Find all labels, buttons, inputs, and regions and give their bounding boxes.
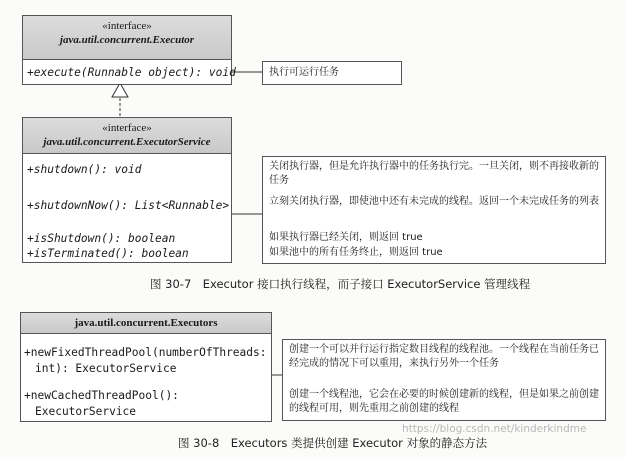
executors-header (21, 313, 271, 334)
executor-service-notes (262, 156, 606, 264)
method-is-terminated: +isTerminated(): boolean (27, 247, 189, 260)
executors-class-box (20, 312, 272, 422)
executor-service-stereotype: «interface» (102, 122, 152, 134)
note-shutdown-now: 立刻关闭执行器，即使池中还有未完成的线程。返回一个未完成任务的列表 (269, 196, 599, 207)
inheritance-arrowhead (112, 83, 128, 97)
executor-service-header (23, 118, 231, 154)
note-shutdown: 关闭执行器，但是允许执行器中的任务执行完。一旦关闭，则不再接收新的任务 (269, 161, 599, 186)
executors-name: java.util.concurrent.Executors (74, 317, 218, 329)
executor-stereotype: «interface» (102, 20, 152, 32)
method-is-shutdown: +isShutdown(): boolean (27, 232, 176, 245)
note-is-shutdown: 如果执行器已经关闭，则返回 true (269, 232, 423, 243)
executor-header (23, 16, 231, 60)
note-new-fixed-thread-pool: 创建一个可以并行运行指定数目线程的线程池。一个线程在当前任务已经完成的情况下可以重用，来执行另外一个任务 (289, 344, 599, 369)
executors-notes (282, 339, 606, 421)
method-new-fixed-thread-pool-1: +newFixedThreadPool(numberOfThreads: (24, 346, 267, 359)
method-new-fixed-thread-pool-2: int): ExecutorService (35, 362, 177, 375)
executor-name: java.util.concurrent.Executor (59, 34, 195, 46)
note-new-cached-thread-pool: 创建一个线程池，它会在必要的时候创建新的线程，但是如果之前创建的线程可用，则先重用之前创建的线程 (289, 389, 599, 414)
figure-30-8-caption: 图 30-8 Executors 类提供创建 Executor 对象的静态方法 (178, 436, 488, 450)
executor-method-execute: +execute(Runnable object): void (27, 66, 236, 79)
method-new-cached-thread-pool-1: +newCachedThreadPool(): (24, 389, 179, 402)
method-new-cached-thread-pool-2: ExecutorService (35, 405, 137, 418)
executor-note (262, 61, 402, 85)
method-shutdown-now: +shutdownNow(): List<Runnable> (27, 199, 230, 212)
executor-service-name: java.util.concurrent.ExecutorService (43, 136, 211, 148)
watermark: https://blog.csdn.net/kinderkindme (402, 423, 587, 435)
executor-note-text: 执行可运行任务 (269, 67, 339, 78)
executor-interface-box (22, 15, 236, 85)
figure-30-7-caption: 图 30-7 Executor 接口执行线程，而子接口 ExecutorService 管理线程 (150, 277, 531, 291)
note-is-terminated: 如果池中的所有任务终止，则返回 true (269, 247, 443, 258)
executor-service-box (22, 117, 232, 263)
method-shutdown: +shutdown(): void (27, 163, 142, 176)
